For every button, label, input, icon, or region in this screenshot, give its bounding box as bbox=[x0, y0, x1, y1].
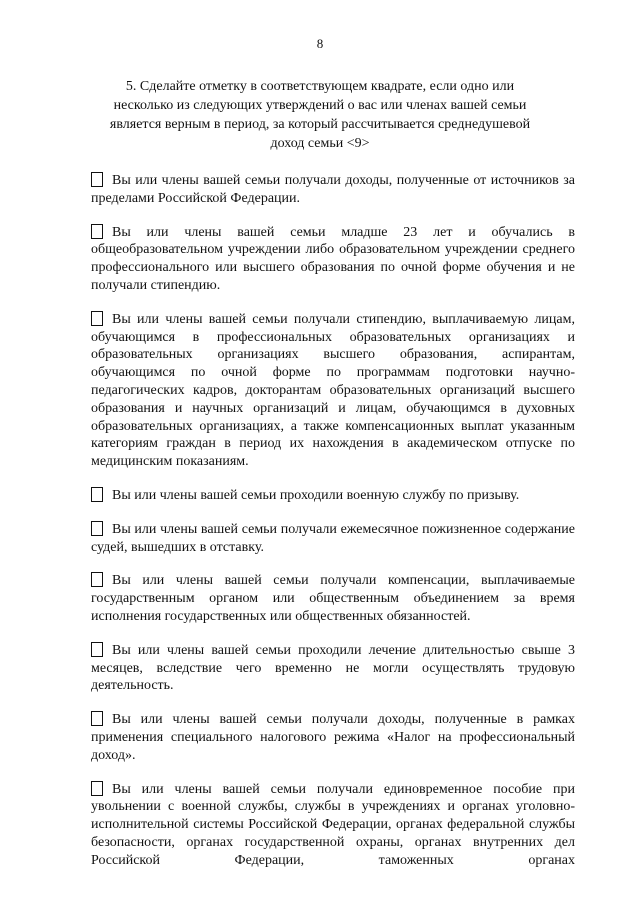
statement-text: Вы или члены вашей семьи проходили военную службу по призыву. bbox=[112, 487, 520, 503]
statement-checkbox[interactable] bbox=[91, 224, 103, 239]
statement-checkbox[interactable] bbox=[91, 521, 103, 536]
section-title: 5. Сделайте отметку в соответствующем квадрате, если одно или несколько из следующих утверждений о вас или членах вашей семьи является верным в период, за который рассчитывается среднедушевой доход семьи <9> bbox=[109, 79, 531, 151]
statement-item bbox=[91, 642, 575, 695]
statement-checkbox[interactable] bbox=[91, 642, 103, 657]
statement-text: Вы или члены вашей семьи младше 23 лет и обучались в общеобразовательном учреждении либо образовательном учреждении среднего профессионального или высшего образования по очной форме обучения и не получали стипендию. bbox=[91, 224, 575, 293]
statement-text: Вы или члены вашей семьи получали стипендию, выплачиваемую лицам, обучающимся в профессиональных образовательных организациях и образовательных организациях высшего образования, аспирантам, обучающимся по очной форме по программам подготовки научно-педагогических кадров, докторантам образовательных организаций высшего образования и научных организаций и лицам, обучающимся в духовных образовательных организациях, а также компенсационных выплат указанным категориям граждан в период их нахождения в академическом отпуске по медицинским показаниям. bbox=[91, 311, 575, 470]
statement-text: Вы или члены вашей семьи получали доходы, полученные в рамках применения специального налогового режима «Налог на профессиональный доход». bbox=[91, 712, 575, 763]
statement-item bbox=[91, 172, 575, 208]
statement-item bbox=[91, 311, 575, 471]
statement-item bbox=[91, 572, 575, 625]
statement-item bbox=[91, 781, 575, 870]
statement-list bbox=[91, 172, 575, 870]
statement-checkbox[interactable] bbox=[91, 781, 103, 796]
statement-checkbox[interactable] bbox=[91, 711, 103, 726]
statement-checkbox[interactable] bbox=[91, 572, 103, 587]
statement-checkbox[interactable] bbox=[91, 487, 103, 502]
statement-text: Вы или члены вашей семьи получали компенсации, выплачиваемые государственным органом или общественным объединением за время исполнения государственных или общественных обязанностей. bbox=[91, 573, 575, 624]
statement-text: Вы или члены вашей семьи получали доходы, полученные от источников за пределами Российской Федерации. bbox=[91, 173, 575, 206]
statement-text: Вы или члены вашей семьи получали единовременное пособие при увольнении с военной службы, службы в учреждениях и органах уголовно-исполнительной системы Российской Федерации, органах федеральной службы безопасности, органах государственной охраны, органах внутренних дел Российской Федерации, таможенных органах bbox=[91, 781, 575, 868]
statement-checkbox[interactable] bbox=[91, 172, 103, 187]
page-number: 8 bbox=[316, 36, 324, 51]
statement-item bbox=[91, 521, 575, 557]
statement-item bbox=[91, 224, 575, 295]
statement-text: Вы или члены вашей семьи получали ежемесячное пожизненное содержание судей, вышедших в отставку. bbox=[91, 521, 575, 555]
statement-checkbox[interactable] bbox=[91, 311, 103, 326]
statement-item bbox=[91, 487, 575, 505]
statement-item bbox=[91, 711, 575, 764]
statement-text: Вы или члены вашей семьи проходили лечение длительностью свыше 3 месяцев, вследствие чего временно не могли осуществлять трудовую деятельность. bbox=[91, 642, 575, 694]
